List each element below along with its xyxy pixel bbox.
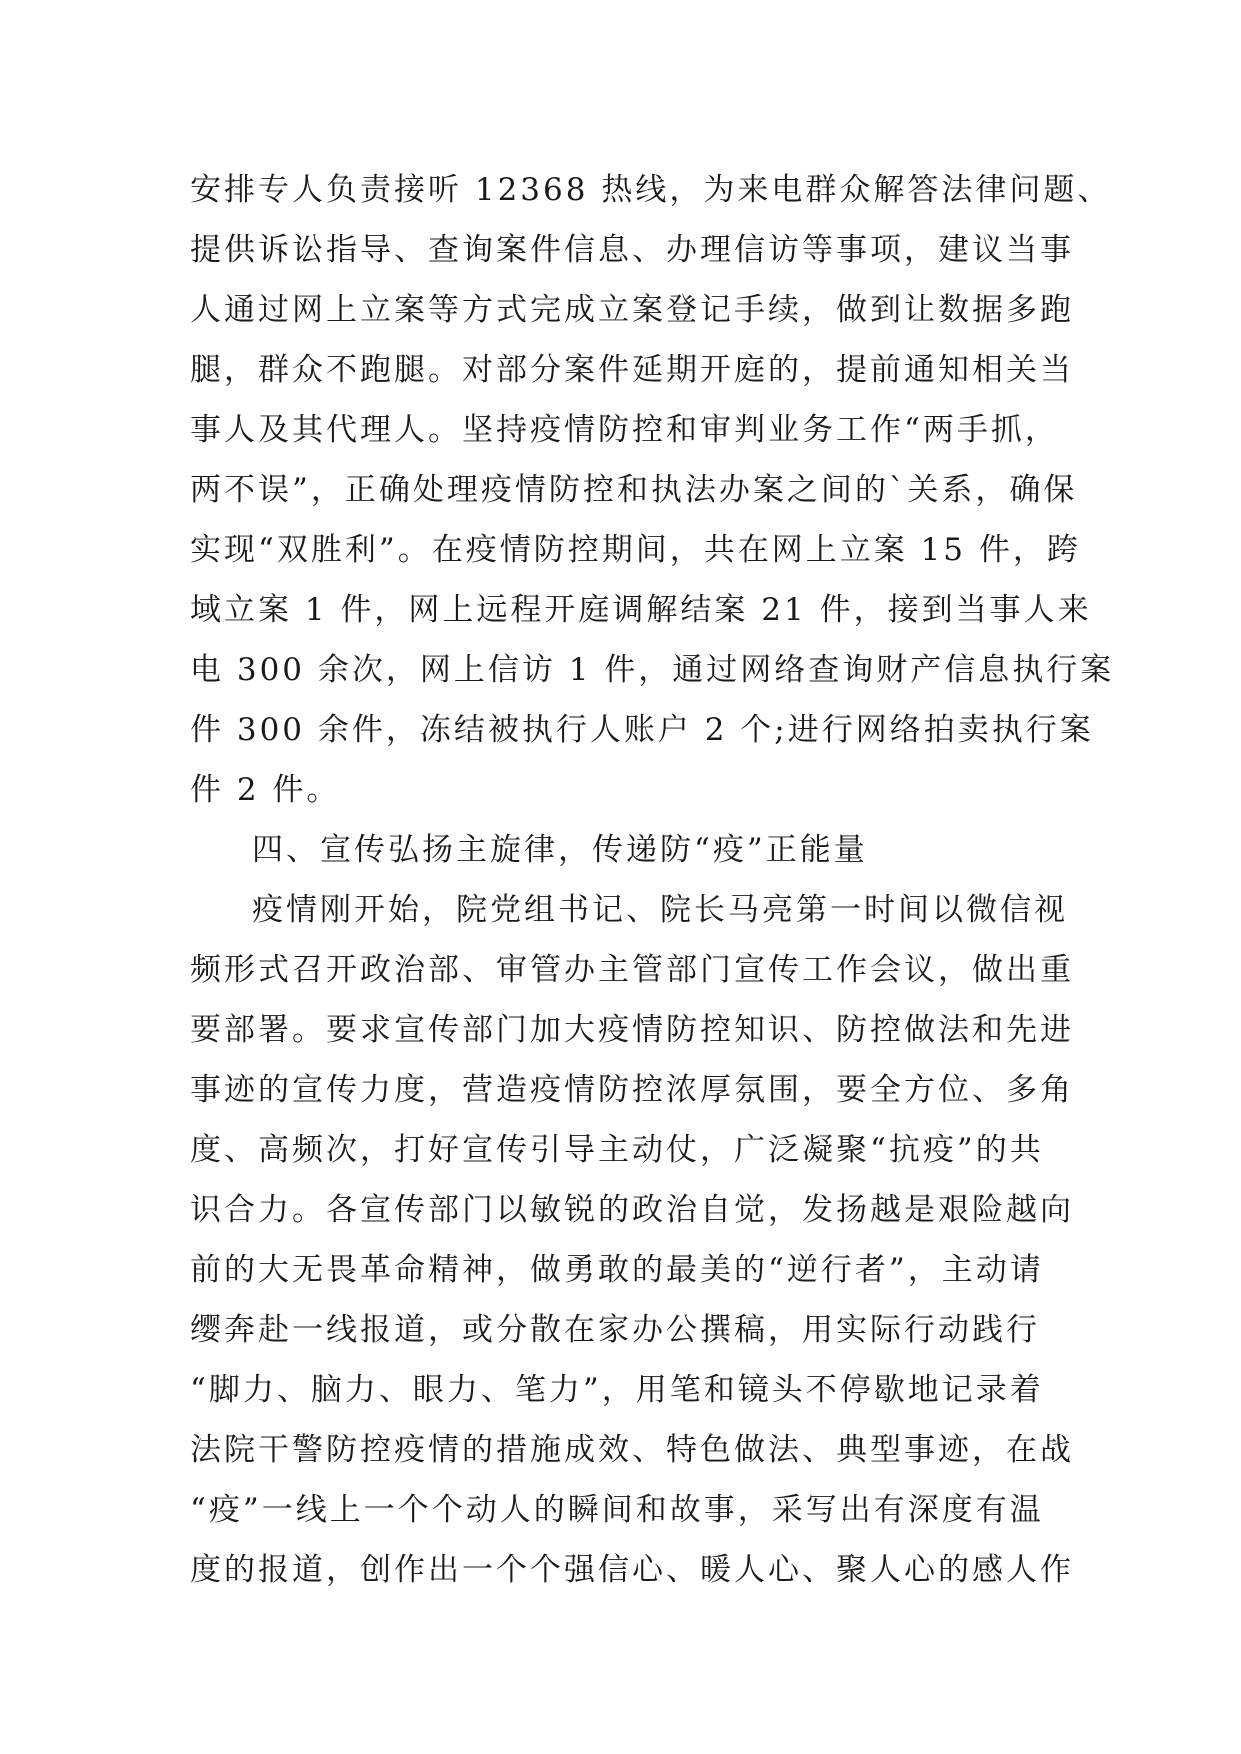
paragraph-line: “疫”一线上一个个动人的瞬间和故事，采写出有深度有温 bbox=[190, 1492, 1044, 1528]
paragraph-1 bbox=[190, 160, 1115, 820]
paragraph-line: 疫情刚开始，院党组书记、院长马亮第一时间以微信视 bbox=[252, 892, 1068, 928]
paragraph-line: 前的大无畏革命精神，做勇敢的最美的“逆行者”，主动请 bbox=[190, 1252, 1044, 1288]
paragraph-line: 电 300 余次，网上信访 1 件，通过网络查询财产信息执行案 bbox=[190, 652, 1115, 688]
document-body bbox=[190, 160, 1115, 1600]
paragraph-line: 法院干警防控疫情的措施成效、特色做法、典型事迹，在战 bbox=[190, 1432, 1074, 1468]
paragraph-line: 腿，群众不跑腿。对部分案件延期开庭的，提前通知相关当 bbox=[190, 352, 1074, 388]
paragraph-2 bbox=[190, 880, 1074, 1600]
paragraph-line: 识合力。各宣传部门以敏锐的政治自觉，发扬越是艰险越向 bbox=[190, 1192, 1074, 1228]
paragraph-line: 频形式召开政治部、审管办主管部门宣传工作会议，做出重 bbox=[190, 952, 1074, 988]
paragraph-line: 事迹的宣传力度，营造疫情防控浓厚氛围，要全方位、多角 bbox=[190, 1072, 1074, 1108]
paragraph-line: 度的报道，创作出一个个强信心、暖人心、聚人心的感人作 bbox=[190, 1552, 1074, 1588]
paragraph-line: 件 2 件。 bbox=[190, 772, 341, 808]
paragraph-line: 缨奔赴一线报道，或分散在家办公撰稿，用实际行动践行 bbox=[190, 1312, 1040, 1348]
paragraph-line: 域立案 1 件，网上远程开庭调解结案 21 件，接到当事人来 bbox=[190, 592, 1092, 628]
paragraph-line: “脚力、脑力、眼力、笔力”，用笔和镜头不停歇地记录着 bbox=[190, 1372, 1044, 1408]
paragraph-line: 人通过网上立案等方式完成立案登记手续，做到让数据多跑 bbox=[190, 292, 1074, 328]
paragraph-line: 要部署。要求宣传部门加大疫情防控知识、防控做法和先进 bbox=[190, 1012, 1074, 1048]
paragraph-line: 度、高频次，打好宣传引导主动仗，广泛凝聚“抗疫”的共 bbox=[190, 1132, 1044, 1168]
paragraph-line: 两不误”，正确处理疫情防控和执法办案之间的`关系，确保 bbox=[190, 472, 1078, 508]
paragraph-line: 提供诉讼指导、查询案件信息、办理信访等事项，建议当事 bbox=[190, 232, 1074, 268]
paragraph-line: 件 300 余件，冻结被执行人账户 2 个;进行网络拍卖执行案 bbox=[190, 712, 1094, 748]
paragraph-line: 实现“双胜利”。在疫情防控期间，共在网上立案 15 件，跨 bbox=[190, 532, 1081, 568]
paragraph-line: 安排专人负责接听 12368 热线，为来电群众解答法律问题、 bbox=[190, 172, 1112, 208]
section-heading: 四、宣传弘扬主旋律，传递防“疫”正能量 bbox=[252, 832, 868, 868]
paragraph-line: 事人及其代理人。坚持疫情防控和审判业务工作“两手抓， bbox=[190, 412, 1059, 448]
